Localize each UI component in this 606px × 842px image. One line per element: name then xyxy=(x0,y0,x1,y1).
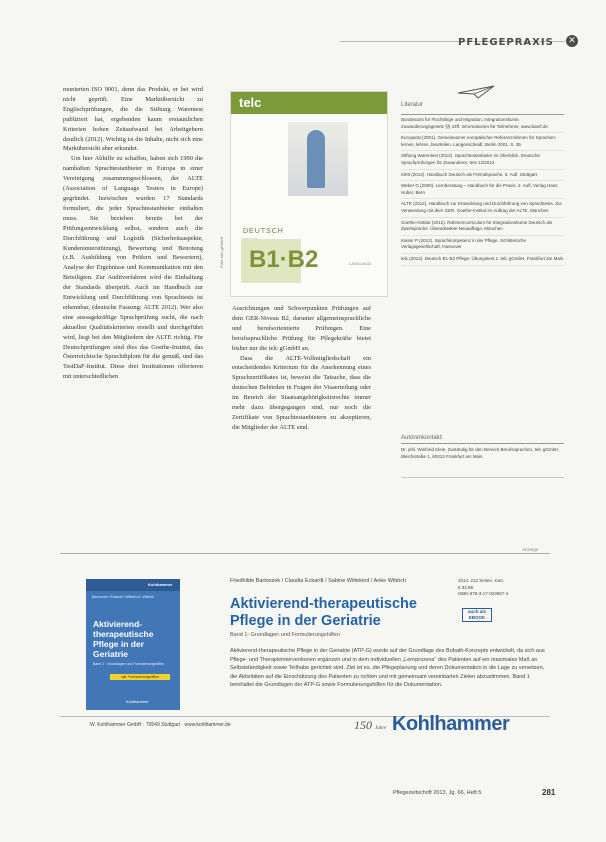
literature-item: ALTE (2012). Handbuch zur Entwicklung und Durchführung von Sprachtests. Zur Verwendung mit dem GER. Goethe-Institut im Auftrag der ALTE, München xyxy=(401,199,564,217)
ad-title-line: Aktivierend-therapeutische xyxy=(230,596,417,612)
jubilee-number: 150 xyxy=(354,718,372,732)
author-text: Dr. phil. Winfried Kleie, Zuständig für den Bereich Berufssprachen, telc gGmbH, Bleichstraße 1, 60313 Frankfurt am Main xyxy=(401,447,560,459)
section-title: PFLEGEPRAXIS xyxy=(458,37,554,48)
article-paragraph: Ausrichtungen und Schwerpunkten Prüfungen auf dem GER-Niveau B2, darunter allgemeinsprachliche und berufsorientierte Prüfungen. Eine berufssprachliche Prüfung für Pflegekräfte bietet bisher nur die telc gGmbH an. xyxy=(232,305,371,352)
ad-book-sticker: inkl. Formulierungshilfen xyxy=(110,674,170,680)
jubilee-logo xyxy=(354,718,386,733)
ad-book-meta: 2014. 212 Seiten. Kart. € 32,99 ISBN 978-3-17-023657-4 xyxy=(458,578,509,596)
article-mid-column xyxy=(232,304,371,433)
article-paragraph: Dass die ALTE-Vollmitgliedschaft ein entscheidendes Kriterium für die Anerkennung eines Sprachzertifikates ist, beweist die Tatsache, dass die deutschen Behörden in Fragen der Visaerteilung oder im Bereich der Staatsangehörigkeitsrechte immer mehr dazu übergegangen sind, nur noch die Zertifikate von Sprachtestanbietern zu akzeptieren, die Mitglieder der ALTE sind. xyxy=(232,354,371,431)
cover-title: DEUTSCH xyxy=(243,228,284,235)
ad-authors: Friedhilde Bartoszek / Claudia Eckardt / Sabine Wittekind / Anke Wittrich xyxy=(230,578,407,584)
ad-book-band: Band 1 · Grundlagen und Formulierungshilfen xyxy=(93,662,165,666)
article-paragraph: Um hier Abhilfe zu schaffen, haben sich 1990 die namhaften Sprachtestanbieter in Europa in einer Vereinigung zusammengeschlossen, der ALTE (Association of Language Testers in Europe) gegründet. Inzwischen wurden 17 Standards formuliert, die jeder Sprachtestanbieter einhalten muss. Sie beziehen bereits bei der Prüfungsentwicklung selbst, sondern auch die Durchführung und Logistik (Sicherheitsaspekte, Kundenunterstützung), Bewertung und Benotung (z.B. Ausbildung von Prüfern und Bewertern), Analyse der Ergebnisse und Kommunikation mit den Beteiligten. Zur Auditverfahren wird die Einhaltung der Standards überprüft. Auch im Handbuch zur Entwicklung und Durchführung von Sprachtests ist erkennbar, (deutsche Fassung: ALTE 2012). Wer also eine aussagekräftige Sprachprüfung sucht, die nach aktuellen Qualitätskriterien erstellt und durchgeführt wird, liegt bei den Mitgliedern der ALTE richtig. Für Deutschprüfungen sind dies das Goethe-Institut, das Österreichische Sprachdiplom für die gemäß, und das TestDaF-Institut. Diese drei Institutionen offerieren mit unterschiedlichen xyxy=(63,155,203,381)
circle-x-icon: ✕ xyxy=(566,35,578,47)
literature-item: Bundesamt für Flüchtlinge und Migration, Integrationskurse. Zuwanderungsgesetz §§ 43ff. Informationen für Teilnehmer, www.bamf.de xyxy=(401,115,564,133)
ad-book-publisher: Kohlhammer xyxy=(126,699,149,704)
ad-top-rule xyxy=(60,553,550,554)
article-paragraph: monierten ISO 9001, denn das Produkt, er bei wird nicht geprüft. Eine Marktübersicht zu Englischprüfungen, die die Stiftung Warentest publiziert hat, ergebenden kaum erstaunlichen Kriterien hohen Zeitaufwand bei Arbeitgebern deutlich (2012). Wichtig ist die Inhalte, nicht sich eine Markübersicht aber erkundet. xyxy=(63,86,203,153)
ad-title-line: Pflege in der Geriatrie xyxy=(230,613,381,629)
telc-logo: telc xyxy=(239,95,262,110)
cover-brand: LANGUAGE xyxy=(349,261,372,266)
literature-item: Stiftung Warentest (2012). Sprachtestanbieter im Überblick. Deutsche Sprachprüfungen für Zuwanderer, test 12/2012 xyxy=(401,151,564,169)
author-heading: Autorenkontakt: xyxy=(401,435,444,441)
ad-title xyxy=(230,596,417,630)
author-contact-box xyxy=(401,435,564,460)
photo-credit: Foto: telc gGmbH xyxy=(219,236,224,268)
literature-item: Goethe-Institut (2012). Rahmencurriculum für Integrationskurse Deutsch als Zweitsprache. Überarbeitete Neuauflage, München xyxy=(401,218,564,236)
literature-item: telc (2013). Deutsch B1·B2 Pflege. Übungstest 1. telc gGmbH, Frankfurt am Main xyxy=(401,254,564,266)
literature-item: Weber G (2000). Lernberatung – Handbuch für die Praxis. 2. Aufl. Verlag Hans Huber, Bern xyxy=(401,181,564,199)
kohlhammer-logo: Kohlhammer xyxy=(392,713,510,735)
ebook-badge[interactable]: auch als EBOOK xyxy=(462,608,492,622)
author-bottom-rule xyxy=(401,477,564,478)
ad-book-publisher-top: Kohlhammer xyxy=(148,582,173,587)
page-number: 281 xyxy=(542,788,556,797)
jubilee-word: Jahre xyxy=(375,726,387,731)
ad-description: Aktivierend-therapeutische Pflege in der Geriatrie (ATP-G) wurde auf der Grundlage des Bobath-Konzepts entwickelt, da sich aus Pflege- und Therapieinterventionen ergänzen und in dem individuellen „Lernprozess“ des Patienten auf ein maximales Maß an Selbstständigkeit sowie Teilhabe gerichtet sind. Ziel ist es, die Pflegeplanung und deren Dokumentation in die Lage zu versetzen, die Aktivitäten auf die Einschätzung des Patienten zu richten und mit gemeinsam vereinbarten Zielen abzustimmen. Band 1 beinhaltet die Grundlagen der ATP-G sowie Formulierungshilfen für die Dokumentation. xyxy=(230,648,545,688)
article-left-column xyxy=(63,85,203,382)
literature-heading: Literatur xyxy=(401,102,424,108)
literature-item: Kaiser P (2012). Sprachkompetenz in der Pflege. Schlütersche Verlagsgesellschaft, Hannover xyxy=(401,236,564,254)
literature-box xyxy=(401,91,564,266)
ad-book-authors: Bartoszek / Eckardt / Wittekind / Wittrich xyxy=(92,595,155,599)
literature-item: Klett (2012). Handbuch Deutsch als Fremdsprache. 3. Aufl. Stuttgart xyxy=(401,170,564,182)
ad-book-title: Aktivierend-therapeutische Pflege in der Geriatrie xyxy=(93,619,154,659)
ad-footer-text: W. Kohlhammer GmbH · 70549 Stuttgart · www.kohlhammer.de xyxy=(90,722,231,728)
ad-label: Anzeige xyxy=(522,547,539,552)
nurse-figure xyxy=(307,130,325,188)
ad-subtitle: Band 1: Grundlagen und Formulierungshilfen xyxy=(230,632,340,638)
journal-reference: Pflegezeitschrift 2013, Jg. 66, Heft 5 xyxy=(393,790,482,796)
literature-item: Europarat (2001). Gemeinsamer europäischer Referenzrahmen für Sprachen: lernen, lehren, beurteilen. Langenscheidt, Berlin 2001, S. 35 xyxy=(401,133,564,151)
paper-plane-icon xyxy=(456,85,496,99)
book-cover-image xyxy=(230,91,388,297)
ad-book-cover xyxy=(86,579,180,710)
level-badge-text: B1·B2 xyxy=(249,246,319,273)
